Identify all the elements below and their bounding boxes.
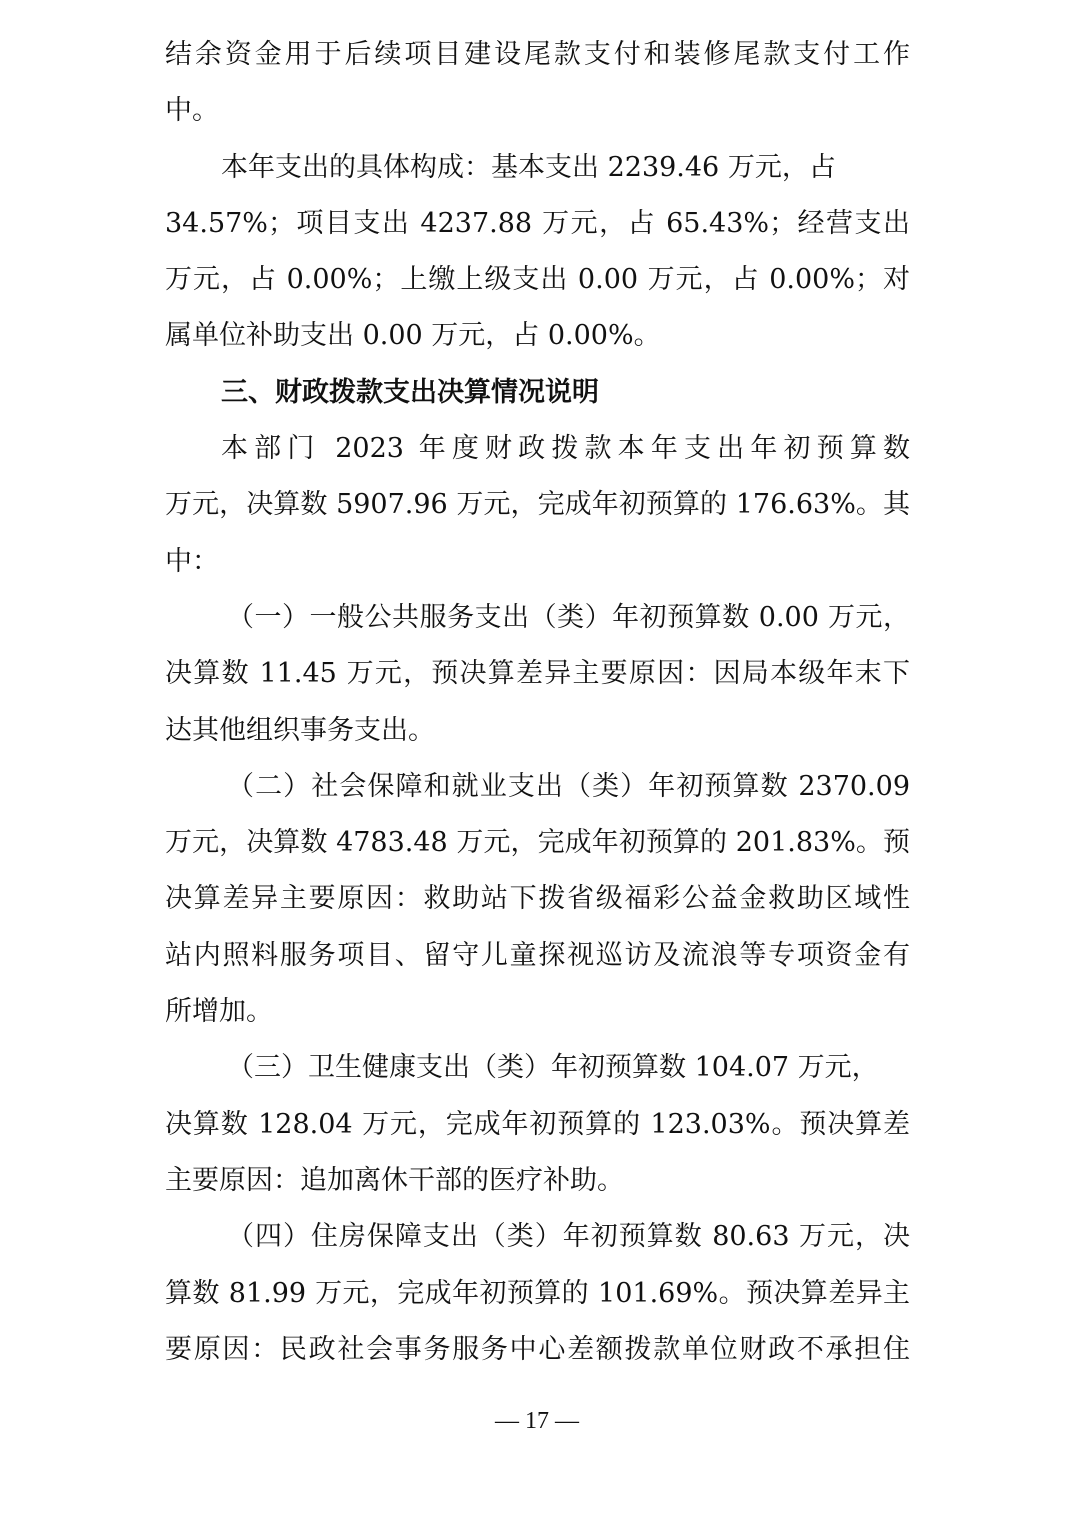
text-line: 万元，占 0.00%；上缴上级支出 0.00 万元，占 0.00%；对 bbox=[165, 264, 910, 296]
paragraph-start: 本年支出的具体构成：基本支出 2239.46 万元，占 bbox=[221, 151, 836, 183]
paragraph-start: 本部门 2023 年度财政拨款本年支出年初预算数 bbox=[221, 433, 910, 465]
text-line: 达其他组织事务支出。 bbox=[165, 714, 435, 746]
text-line: 中。 bbox=[165, 95, 219, 127]
text-line: 站内照料服务项目、留守儿童探视巡访及流浪等专项资金有 bbox=[165, 939, 910, 971]
text-line: 所增加。 bbox=[165, 996, 273, 1028]
text-line: 主要原因：追加离休干部的医疗补助。 bbox=[165, 1164, 624, 1196]
section-heading: 三、财政拨款支出决算情况说明 bbox=[221, 376, 599, 408]
text-line: 决算数 11.45 万元，预决算差异主要原因：因局本级年末下 bbox=[165, 658, 910, 690]
text-line: 决算数 128.04 万元，完成年初预算的 123.03%。预决算差 bbox=[165, 1108, 910, 1140]
text-line: 万元，决算数 5907.96 万元，完成年初预算的 176.63%。其 bbox=[165, 489, 910, 521]
text-line: 算数 81.99 万元，完成年初预算的 101.69%。预决算差异主 bbox=[165, 1277, 910, 1309]
text-line: 决算差异主要原因：救助站下拨省级福彩公益金救助区域性 bbox=[165, 883, 910, 915]
text-line: 属单位补助支出 0.00 万元，占 0.00%。 bbox=[165, 320, 661, 352]
document-body bbox=[165, 27, 910, 1378]
paragraph-start: （四）住房保障支出（类）年初预算数 80.63 万元，决 bbox=[227, 1221, 910, 1253]
paragraph-start: （二）社会保障和就业支出（类）年初预算数 2370.09 bbox=[227, 770, 910, 802]
page-number: — 17 — bbox=[495, 1408, 579, 1434]
paragraph-start: （三）卫生健康支出（类）年初预算数 104.07 万元， bbox=[227, 1052, 879, 1084]
text-line: 34.57%；项目支出 4237.88 万元，占 65.43%；经营支出 bbox=[165, 207, 910, 239]
paragraph-start: （一）一般公共服务支出（类）年初预算数 0.00 万元， bbox=[227, 601, 910, 633]
text-line: 要原因：民政社会事务服务中心差额拨款单位财政不承担住 bbox=[165, 1333, 910, 1365]
text-line: 万元，决算数 4783.48 万元，完成年初预算的 201.83%。预 bbox=[165, 827, 910, 859]
text-line: 中： bbox=[165, 545, 219, 577]
text-line: 结余资金用于后续项目建设尾款支付和装修尾款支付工作 bbox=[165, 39, 910, 70]
